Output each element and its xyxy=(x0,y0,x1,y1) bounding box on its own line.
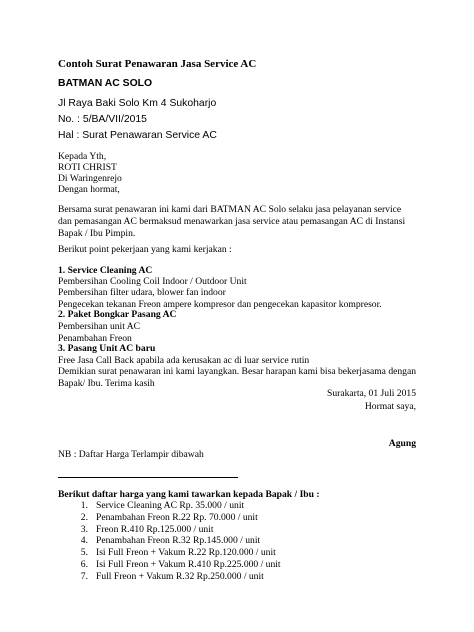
intro-line: Bapak / Ibu Pimpin. xyxy=(58,228,136,239)
price-item xyxy=(60,559,281,571)
divider-line xyxy=(58,477,238,478)
service-heading: 1. Service Cleaning AC xyxy=(58,265,153,276)
closing-line: Demikian surat penawaran ini kami layangkan. Besar harapan kami bisa bekerjasama dengan xyxy=(58,366,417,377)
price-item-text: Penambahan Freon R.22 Rp. 70.000 / unit xyxy=(96,511,258,523)
price-item xyxy=(60,512,281,524)
price-item xyxy=(60,524,281,536)
company-name: BATMAN AC SOLO xyxy=(58,78,153,89)
service-item: Pengecekan tekanan Freon ampere kompresor dan pengecekan kapasitor kompresor. xyxy=(58,299,382,310)
service-heading: 3. Pasang Unit AC baru xyxy=(58,343,156,354)
price-item xyxy=(60,500,281,512)
price-item-number: 1. xyxy=(80,500,88,511)
price-item xyxy=(60,547,281,559)
price-item-text: Penambahan Freon R.32 Rp.145.000 / unit xyxy=(96,535,261,547)
service-item: Pembersihan unit AC xyxy=(58,321,141,332)
points-intro: Berikut point pekerjaan yang kami kerjakan : xyxy=(58,244,232,255)
price-item xyxy=(60,571,281,583)
recipient-name: ROTI CHRIST xyxy=(58,162,117,173)
price-item-text: Full Freon + Vakum R.32 Rp.250.000 / unit xyxy=(96,570,264,582)
price-item xyxy=(60,535,281,547)
place-date: Surakarta, 01 Juli 2015 xyxy=(327,388,416,399)
service-item: Free Jasa Call Back apabila ada kerusakan ac di luar service rutin xyxy=(58,355,310,366)
letter-subject: Hal : Surat Penawaran Service AC xyxy=(58,130,217,141)
price-heading: Berikut daftar harga yang kami tawarkan kepada Bapak / Ibu : xyxy=(58,489,320,500)
service-item: Pembersihan filter udara, blower fan indoor xyxy=(58,287,226,298)
service-item: Pembersihan Cooling Coil Indoor / Outdoor Unit xyxy=(58,276,247,287)
recipient-location: Di Waringenrejo xyxy=(58,173,122,184)
price-item-number: 5. xyxy=(80,547,88,559)
salutation: Dengan hormat, xyxy=(58,184,120,195)
closing-line: Bapak/ Ibu. Terima kasih xyxy=(58,378,155,389)
document-title: Contoh Surat Penawaran Jasa Service AC xyxy=(58,58,257,70)
intro-line: Bersama surat penawaran ini kami dari BATMAN AC Solo selaku jasa pelayanan service xyxy=(58,204,402,215)
price-item-number: 7. xyxy=(80,570,88,582)
price-item-number: 4. xyxy=(80,535,88,547)
regards: Hormat saya, xyxy=(364,401,416,412)
price-item-text: Service Cleaning AC Rp. 35.000 / unit xyxy=(96,500,245,511)
price-note: NB : Daftar Harga Terlampir dibawah xyxy=(58,449,204,460)
signer-name: Agung xyxy=(388,438,416,449)
price-list xyxy=(60,500,281,583)
intro-line: dan pemasangan AC bermaksud menawarkan jasa service atau pemasangan AC di Instansi xyxy=(58,216,406,227)
price-item-number: 6. xyxy=(80,558,88,570)
price-item-number: 3. xyxy=(80,523,88,535)
letter-number: No. : 5/BA/VII/2015 xyxy=(58,114,147,125)
company-address: Jl Raya Baki Solo Km 4 Sukoharjo xyxy=(58,98,217,109)
price-item-number: 2. xyxy=(80,511,88,523)
price-item-text: Isi Full Freon + Vakum R.410 Rp.225.000 / unit xyxy=(96,558,281,570)
price-item-text: Freon R.410 Rp.125.000 / unit xyxy=(96,523,214,535)
price-item-text: Isi Full Freon + Vakum R.22 Rp.120.000 / unit xyxy=(96,547,276,559)
service-heading: 2. Paket Bongkar Pasang AC xyxy=(58,309,177,320)
recipient-line: Kepada Yth, xyxy=(58,151,107,162)
service-item: Penambahan Freon xyxy=(58,333,132,344)
